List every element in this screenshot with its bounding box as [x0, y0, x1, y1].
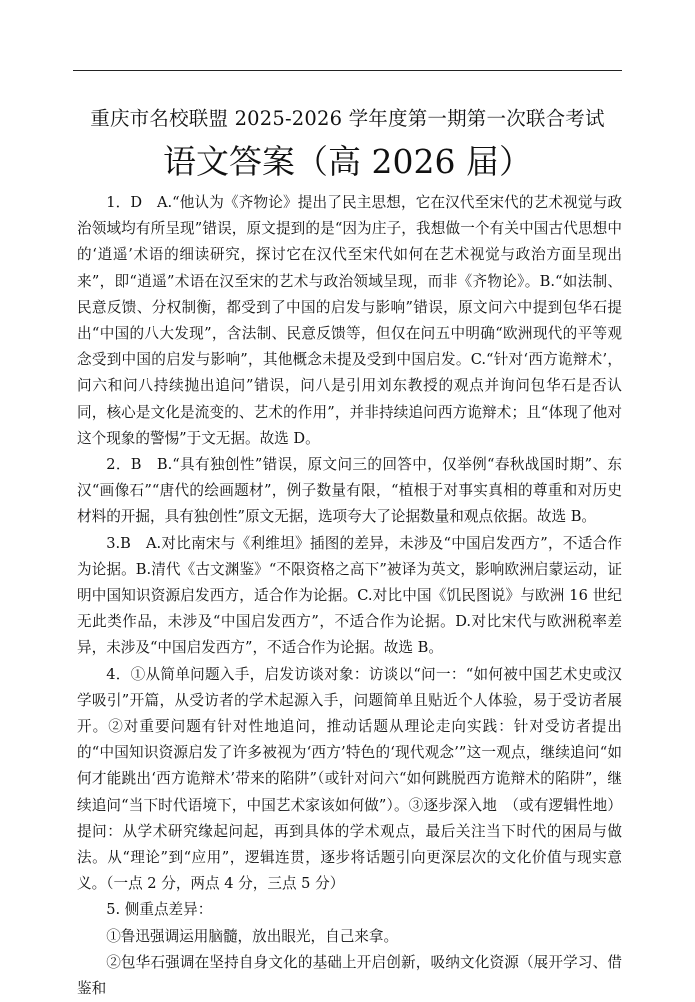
answer-5-heading: 5. 侧重点差异：: [106, 901, 213, 919]
answer-4: 4．①从简单问题入手，启发访谈对象：访谈以“问一：“如何被中国艺术史或汉学吸引”开篇，从受访者的学术起源入手，问题简单且贴近个人体验，易于受访者展开。②对重要问题有针对性地追问，推动话题从理论走向实践：针对受访者提出的“中国知识资源启发了许多被视为‘西方’特色的‘现代观念’”这一观点，继续追问“如何才能跳出‘西方诡辩术’带来的陷阱”（或针对问六“如何跳脱西方诡辩术的陷阱”，继续追问“当下时代语境下，中国艺术家该如何做”）。③逐步深入地 （或有逻辑性地）提问：从学术研究缘起问起，再到具体的学术观点，最后关注当下时代的困局与做法。从“理论”到“应用”，逻辑连贯，逐步将话题引向更深层次的文化价值与现实意义。（一点 2 分，两点 4 分，三点 5 分）: [77, 665, 622, 893]
answer-body: [77, 190, 622, 1002]
answer-5-point-1: ①鲁迅强调运用脑髓，放出眼光，自己来拿。: [106, 927, 399, 945]
answer-5-point-2: ②包华石强调在坚持自身文化的基础上开启创新，吸纳文化资源（展开学习、借鉴和: [77, 953, 622, 998]
exam-title: 重庆市名校联盟 2025-2026 学年度第一期第一次联合考试: [90, 107, 605, 130]
answer-title: 语文答案（高 2026 届）: [163, 142, 532, 181]
answer-2: 2．B B.“具有独创性”错误，原文问三的回答中，仅举例“春秋战国时期”、东汉“画像石”“唐代的绘画题材”，例子数量有限，“植根于对事实真相的尊重和对历史材料的开掘，具有独创性”原文无据，选项夸大了论据数量和观点依据。故选 B。: [77, 456, 622, 526]
answer-1: 1．D A.“他认为《齐物论》提出了民主思想，它在汉代至宋代的艺术视觉与政治领域均有所呈现”错误，原文提到的是“因为庄子，我想做一个有关中国古代思想中的‘逍遥’术语的细读研究，探讨它在汉代至宋代如何在艺术视觉与政治方面呈现出来”，即“逍遥”术语在汉至宋的艺术与政治领域呈现，而非《齐物论》。B.“如法制、民意反馈、分权制衡，都受到了中国的启发与影响”错误，原文问六中提到包华石提出“中国的八大发现”，含法制、民意反馈等，但仅在问五中明确“欧洲现代的平等观念受到中国的启发与影响”，其他概念未提及受到中国启发。C.“针对‘西方诡辩术’，问六和问八持续抛出追问”错误，问八是引用刘东教授的观点并询问包华石是否认同，核心是文化是流变的、艺术的作用”，并非持续追问西方诡辩术；且“体现了他对这个现象的警惕”于文无据。故选 D。: [77, 194, 622, 447]
header-rule: [73, 70, 622, 71]
answer-3: 3.B A.对比南宋与《利维坦》插图的差异，未涉及“中国启发西方”，不适合作为论据。B.清代《古文渊鉴》“不限资格之高下”被译为英文，影响欧洲启蒙运动，证明中国知识资源启发西方，适合作为论据。C.对比中国《饥民图说》与欧洲 16 世纪无此类作品，未涉及“中国启发西方”，不适合作为论据。D.对比宋代与欧洲税率差异，未涉及“中国启发西方”，不适合作为论据。故选 B。: [77, 534, 622, 657]
